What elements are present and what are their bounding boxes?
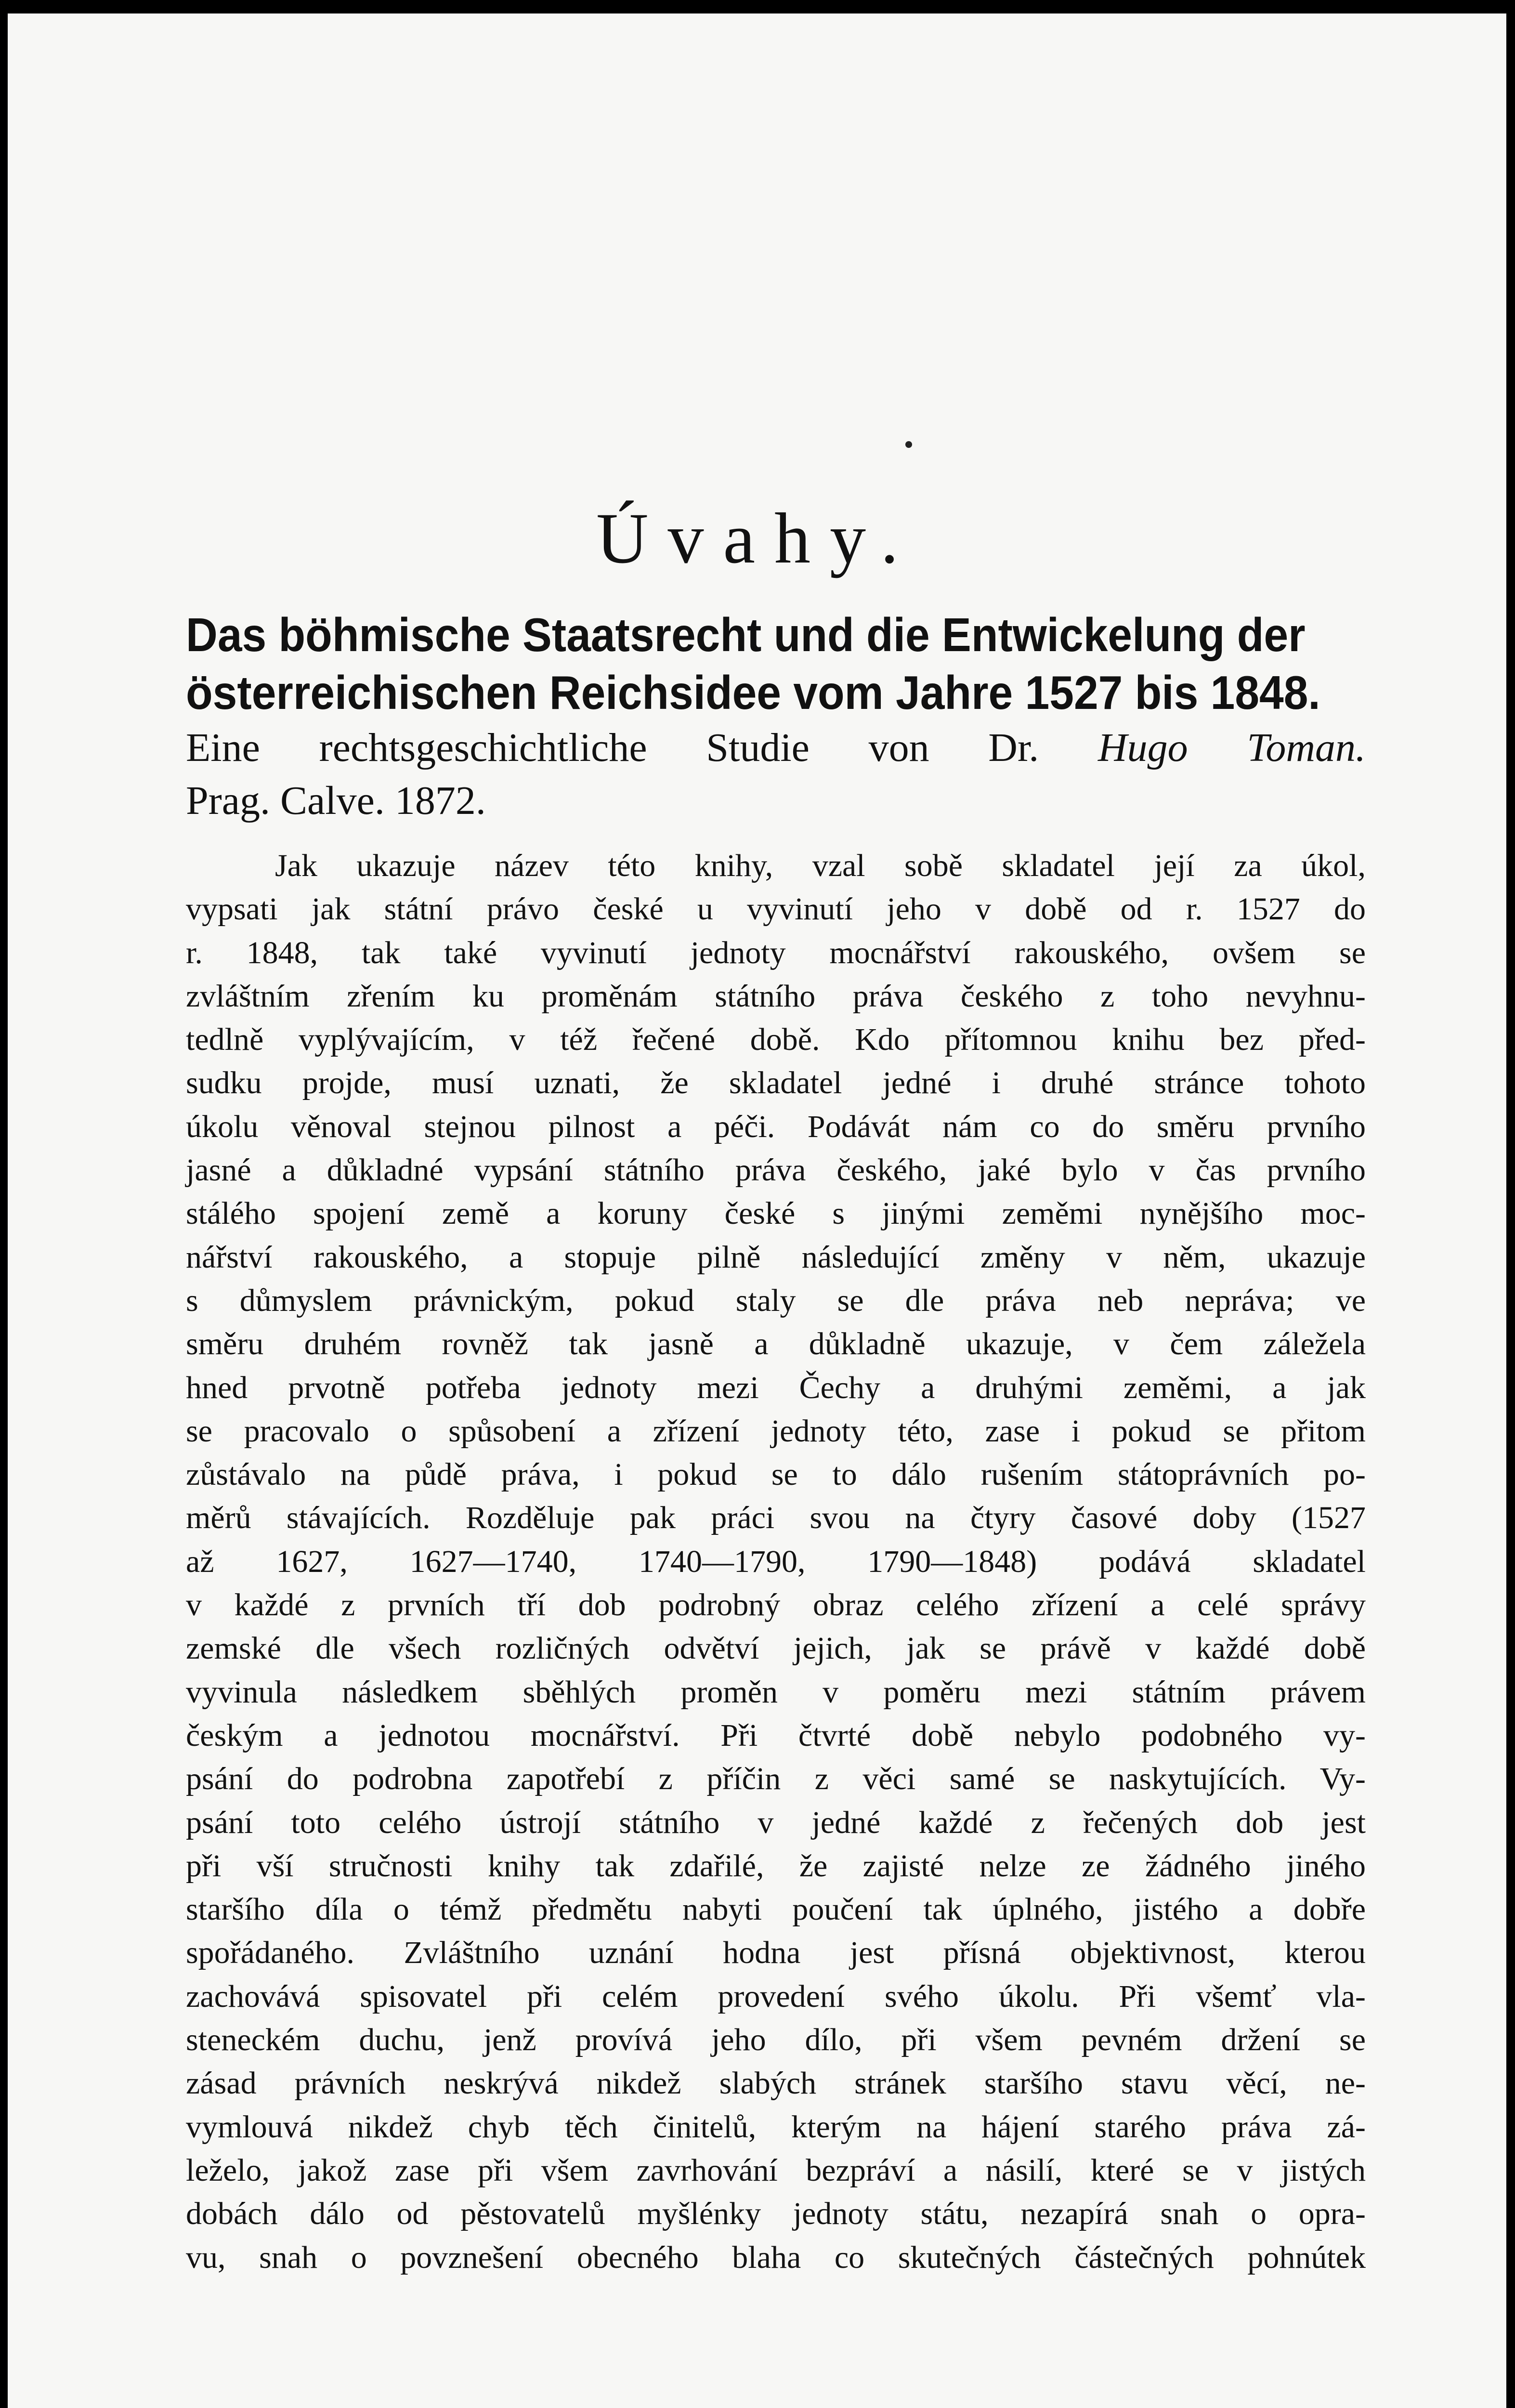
book-title-line-1: Das böhmische Staatsrecht und die Entwickelung der (186, 608, 1306, 661)
body-line: jasné a důkladné vypsání státního práva českého, jaké bylo v čas prvního (186, 1152, 1366, 1188)
body-line: staršího díla o témž předmětu nabyti poučení tak úplného, jistého a dobře (186, 1892, 1366, 1927)
body-line: zvláštním zřením ku proměnám státního práva českého z toho nevyhnu- (186, 978, 1366, 1014)
publication-info: Prag. Calve. 1872. (186, 778, 486, 823)
body-line: steneckém duchu, jenž provívá jeho dílo, při všem pevném držení se (186, 2022, 1366, 2058)
body-line: stálého spojení země a koruny české s jinými zeměmi nynějšího moc- (186, 1196, 1366, 1231)
subtitle-text: Eine rechtsgeschichtliche Studie von Dr. (186, 725, 1039, 770)
body-line: s důmyslem právnickým, pokud staly se dle práva neb neprávа; ve (186, 1283, 1366, 1318)
body-line: úkolu věnoval stejnou pilnost a péči. Podávát nám co do směru prvního (186, 1109, 1366, 1144)
body-line: vymlouvá nikdež chyb těch činitelů, kterým na hájení starého práva zá- (186, 2109, 1366, 2145)
body-line: při vší stručnosti knihy tak zdařilé, že zajisté nelze ze žádného jiného (186, 1848, 1366, 1884)
body-line: hned prvotně potřeba jednoty mezi Čechy a druhými zeměmi, a jak (186, 1370, 1366, 1405)
body-line: tedlně vyplývajícím, v též řečené době. Kdo přítomnou knihu bez před- (186, 1022, 1366, 1058)
body-line: zemské dle všech rozličných odvětví jejich, jak se právě v každé době (186, 1631, 1366, 1666)
body-line: měrů stávajících. Rozděluje pak práci svou na čtyry časové doby (1527 (186, 1500, 1366, 1536)
body-line: vypsati jak státní právo české u vyvinutí jeho v době od r. 1527 do (186, 891, 1366, 927)
body-line: psání toto celého ústrojí státního v jedné každé z řečených dob jest (186, 1805, 1366, 1840)
book-page (8, 13, 1506, 2408)
body-line: až 1627, 1627—1740, 1740—1790, 1790—1848) podává skladatel (186, 1544, 1366, 1579)
body-line: zachovává spisovatel při celém provedení svého úkolu. Při všemť vla- (186, 1978, 1366, 2014)
book-subtitle (186, 721, 1366, 774)
review-body (186, 844, 1366, 2279)
body-line: dobách dálo od pěstovatelů myšlénky jednoty státu, nezapírá snah o opra- (186, 2196, 1366, 2232)
body-line: nářství rakouského, a stopuje pilně následující změny v něm, ukazuje (186, 1239, 1366, 1275)
body-line: spořádaného. Zvláštního uznání hodna jest přísná objektivnost, kterou (186, 1935, 1366, 1971)
body-line: se pracovalo o spůsobení a zřízení jednoty této, zase i pokud se přitom (186, 1413, 1366, 1449)
body-line: r. 1848, tak také vyvinutí jednoty mocnářství rakouského, ovšem se (186, 935, 1366, 970)
author-name: Hugo Toman. (1097, 725, 1366, 770)
body-line: zůstávalo na půdě práva, i pokud se to dálo rušením státoprávních po- (186, 1457, 1366, 1492)
book-title-line-2: österreichischen Reichsidee vom Jahre 1527 bis 1848. (186, 666, 1320, 719)
body-line: vyvinula následkem sběhlých proměn v poměru mezi státním právem (186, 1674, 1366, 1710)
reviewed-book-citation (186, 606, 1366, 827)
body-line: směru druhém rovněž tak jasně a důkladně ukazuje, v čem záležela (186, 1326, 1366, 1362)
body-line: vu, snah o povznešení obecného blaha co skutečných částečných pohnútek (186, 2239, 1366, 2275)
body-line: českým a jednotou mocnářství. Při čtvrté době nebylo podobného vy- (186, 1717, 1366, 1753)
section-heading: Úvahy. (596, 498, 918, 578)
body-line: v každé z prvních tří dob podrobný obraz celého zřízení a celé správy (186, 1587, 1366, 1623)
body-line: sudku projde, musí uznati, že skladatel jedné i druhé stránce tohoto (186, 1065, 1366, 1101)
ink-speck (905, 441, 912, 448)
body-line: Jak ukazuje název této knihy, vzal sobě skladatel její za úkol, (275, 848, 1366, 883)
body-line: psání do podrobna zapotřebí z příčin z věci samé se naskytujících. Vy- (186, 1761, 1366, 1797)
body-line: zásad právních neskrývá nikdež slabých stránek staršího stavu věcí, ne- (186, 2066, 1366, 2101)
body-line: leželo, jakož zase při všem zavrhování bezpráví a násilí, které se v jistých (186, 2152, 1366, 2188)
